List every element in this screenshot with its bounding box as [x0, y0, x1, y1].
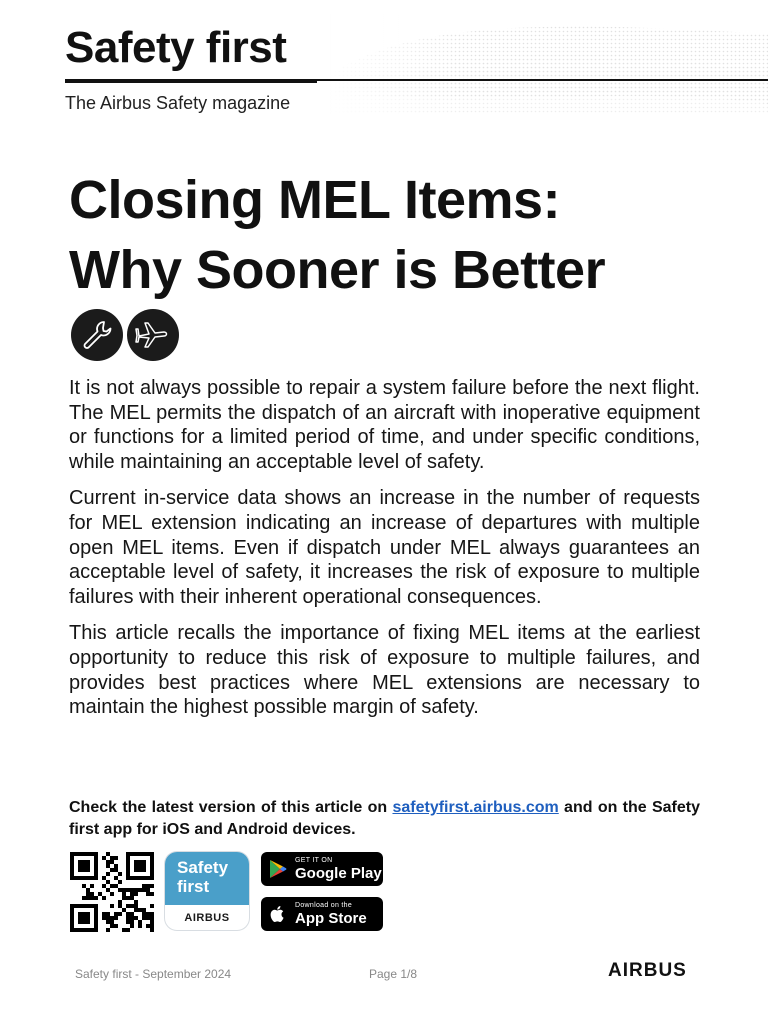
- footer-page-number: Page 1/8: [369, 967, 418, 981]
- safetyfirst-link[interactable]: safetyfirst.airbus.com: [392, 799, 559, 816]
- header-rule: [317, 79, 768, 81]
- article-intro: [69, 376, 700, 732]
- app-tile-line-1: Safety: [177, 858, 229, 877]
- app-tile-brand: AIRBUS: [184, 911, 230, 924]
- apple-icon: [269, 904, 287, 924]
- app-store-label: App Store: [295, 910, 367, 927]
- airbus-logo: AIRBUS: [608, 960, 687, 981]
- qr-code[interactable]: [70, 852, 154, 932]
- google-play-small-text: GET IT ON: [295, 857, 333, 864]
- intro-paragraph-2: Current in-service data shows an increase in the number of requests for MEL extension indicating an increase of departures with multiple open MEL items. Even if dispatch under MEL always guarantees an acceptable level of safety, it increases the risk of exposure to multiple failures with their inherent operational consequences.: [69, 487, 700, 608]
- title-line-1: Closing MEL Items:: [69, 170, 561, 230]
- google-play-badge[interactable]: [261, 852, 383, 886]
- google-play-icon: [269, 859, 287, 879]
- brand-underline: [65, 79, 317, 83]
- cta-prefix: Check the latest version of this article on: [69, 799, 393, 816]
- intro-paragraph-1: It is not always possible to repair a system failure before the next flight. The MEL permits the dispatch of an aircraft with inoperative equipment or functions for a limited period of time, and under specific conditions, while maintaining an acceptable level of safety.: [69, 377, 700, 473]
- latest-version-notice: [69, 797, 700, 841]
- app-store-small-text: Download on the: [295, 902, 353, 909]
- wrench-icon: [71, 309, 123, 361]
- article-title: [69, 165, 729, 305]
- title-line-2: Why Sooner is Better: [69, 240, 606, 300]
- safety-first-app-tile[interactable]: [165, 852, 249, 930]
- cta-suffix: and on the Safety first app for iOS and Android devices.: [69, 799, 701, 838]
- magazine-brand: Safety first: [65, 23, 287, 72]
- airplane-icon: [127, 309, 179, 361]
- app-store-badge[interactable]: [261, 897, 383, 931]
- header-dot-pattern: [330, 14, 768, 114]
- intro-paragraph-3: This article recalls the importance of fixing MEL items at the earliest opportunity to reduce this risk of exposure to multiple failures, and provides best practices where MEL extensions are necessary to maintain the highest possible margin of safety.: [69, 622, 700, 719]
- app-tile-line-2: first: [177, 877, 210, 896]
- google-play-label: Google Play: [295, 865, 382, 882]
- magazine-subtitle: The Airbus Safety magazine: [65, 93, 291, 113]
- app-tile-title: [165, 852, 249, 905]
- topic-icons: [71, 309, 179, 361]
- footer-issue: Safety first - September 2024: [75, 967, 232, 981]
